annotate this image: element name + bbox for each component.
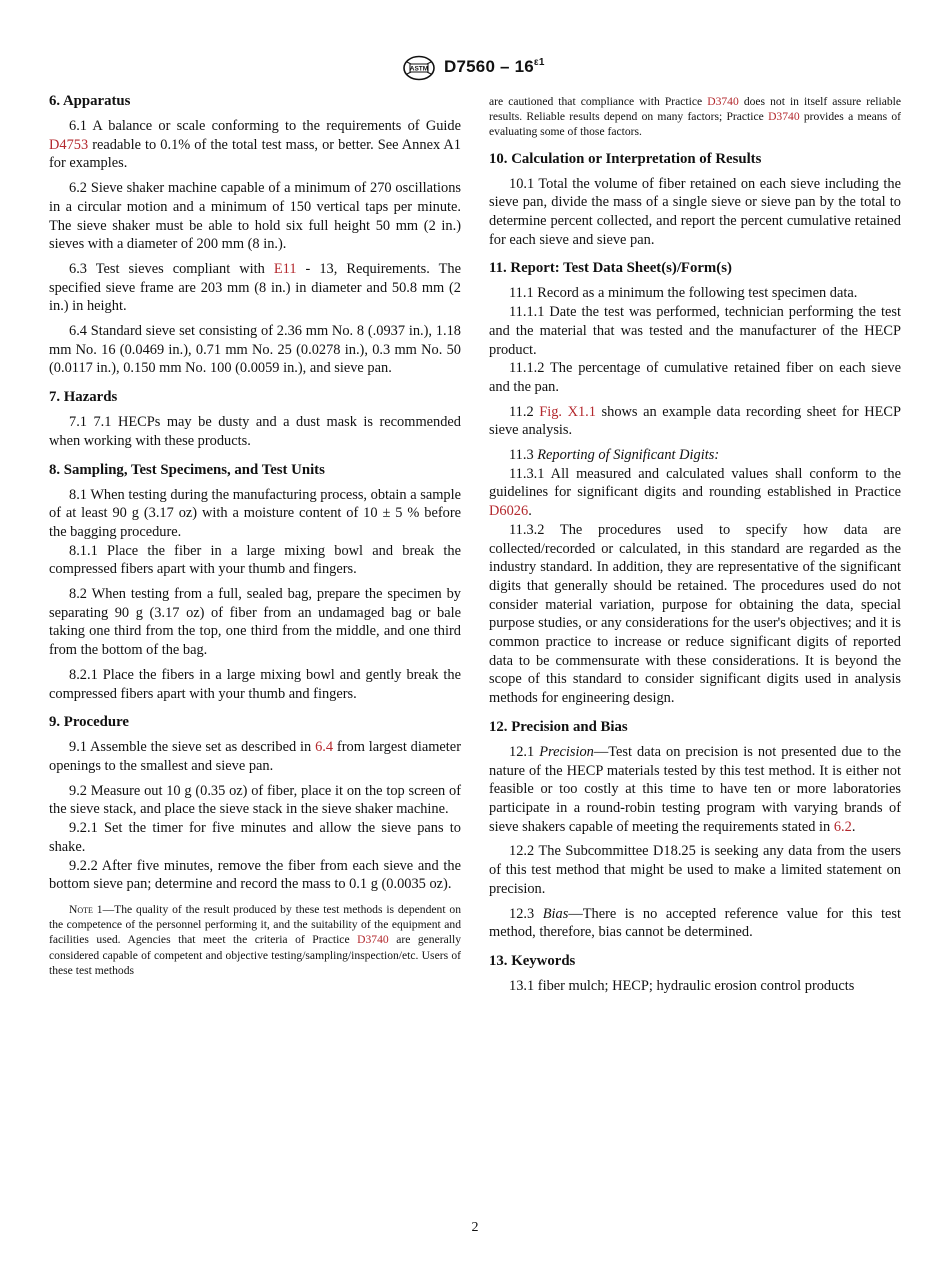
- para-9-2: 9.2 Measure out 10 g (0.35 oz) of fiber, place it on the top screen of the sieve stack, and place the sieve stack in the sieve shaker machine.: [49, 782, 461, 818]
- section-9-heading: 9. Procedure: [49, 714, 129, 731]
- para-12-2: 12.2 The Subcommittee D18.25 is seeking any data from the users of this test method that might be used to make a limited statement on precision.: [489, 843, 901, 897]
- document-number: $D7560 - 16^{\varepsilon 1}$: [444, 57, 545, 76]
- para-10-1: 10.1 Total the volume of fiber retained on each sieve including the sieve pan, divide the mass of a single sieve or sieve pan by the total to determine percent collected, and report the percent cumulative retained for each sieve and sieve pan.: [489, 175, 901, 248]
- para-8-2: 8.2 When testing from a full, sealed bag, prepare the specimen by separating 90 g (3.17 oz) of fiber from an undamaged bag or bale taking one third from the top, one third from the middle, and one third from the bottom of the bag.: [49, 586, 461, 659]
- note-1-continued: are cautioned that compliance with Practice D3740 does not in itself assure reliable results. Reliable results depend on many factors; Practice D3740 provides a means of evaluating some of those factors.: [489, 95, 902, 139]
- section-13-heading: 13. Keywords: [489, 952, 576, 969]
- para-8-1: 8.1 When testing during the manufacturing process, obtain a sample of at least 90 g (3.17 oz) with a moisture content of 10 ± 5 % before the bagging procedure.: [49, 486, 461, 540]
- ref-link-d6026[interactable]: D6026: [489, 503, 529, 520]
- para-11-3-2: 11.3.2 The procedures used to specify how data are collected/recorded or calculated, in this standard are regarded as the industry standard. In addition, they are representative of the significant digits that generally should be retained. The procedures used do not consider material variation, purpose for obtaining the data, special purpose studies, or any considerations for the user's objectives; and it is common practice to increase or reduce significant digits of reported data to be commensurate with these considerations. It is beyond the scope of this standard to consider significant digits used in analysis methods for engineering design.: [489, 521, 901, 707]
- para-8-1-1: 8.1.1 Place the fiber in a large mixing bowl and break the compressed fibers apart with your thumb and fingers.: [49, 542, 461, 578]
- section-10-heading: 10. Calculation or Interpretation of Results: [489, 150, 762, 167]
- ref-link-d3740[interactable]: D3740: [357, 933, 389, 947]
- para-11-3-1: 11.3.1 All measured and calculated values shall conform to the guidelines for significant digits and rounding established in Practice D6026.: [489, 465, 901, 520]
- para-6-3: 6.3 Test sieves compliant with E11 - 13, Requirements. The specified sieve frame are 203 mm (8 in.) in diameter and 50.8 mm (2 in.) in height.: [49, 260, 462, 315]
- para-11-1-2: 11.1.2 The percentage of cumulative retained fiber on each sieve and the pan.: [489, 360, 901, 395]
- section-8-heading: 8. Sampling, Test Specimens, and Test Units: [49, 461, 325, 478]
- para-6-4: 6.4 Standard sieve set consisting of 2.36 mm No. 8 (.0937 in.), 1.18 mm No. 16 (0.0469 in.), 0.71 mm No. 25 (0.0278 in.), 0.3 mm No. 50 (0.0117 in.), 0.150 mm No. 100 (0.0059 in.), and sieve pan.: [49, 323, 461, 377]
- right-column: [489, 92, 901, 996]
- section-12-heading: 12. Precision and Bias: [489, 718, 628, 735]
- page-number: 2: [471, 1220, 479, 1235]
- left-column: [49, 92, 461, 978]
- para-8-2-1: 8.2.1 Place the fibers in a large mixing bowl and gently break the compressed fibers apart with your thumb and fingers.: [49, 666, 461, 702]
- section-11-heading: 11. Report: Test Data Sheet(s)/Form(s): [489, 260, 732, 277]
- ref-link-e11[interactable]: E11: [273, 260, 297, 277]
- para-9-2-2: 9.2.2 After five minutes, remove the fiber from each sieve and the bottom sieve pan; determine and record the mass to 0.1 g (0.0035 oz).: [49, 857, 461, 893]
- section-7-heading: 7. Hazards: [49, 389, 118, 406]
- ref-link-6-4[interactable]: 6.4: [315, 739, 334, 756]
- para-6-2: 6.2 Sieve shaker machine capable of a minimum of 270 oscillations in a circular motion and a minimum of 150 vertical taps per minute. The sieve shaker must be able to hold six full height 50 mm (2 in.) sieves with a diameter of 200 mm (8 in.).: [49, 180, 461, 253]
- ref-link-6-2[interactable]: 6.2: [833, 818, 852, 835]
- note-1: Note 1—The quality of the result produced by these test methods is dependent on the competence of the personnel performing it, and the suitability of the equipment and facilities used. Agencies that meet the criteria of Practice D3740 are generally considered capable of competent and objective testing/sampling/inspection/etc. Users of these test methods: [49, 902, 461, 977]
- para-9-1: 9.1 Assemble the sieve set as described in 6.4 from largest diameter openings to the smallest and sieve pan.: [49, 739, 461, 774]
- ref-link-d4753[interactable]: D4753: [49, 136, 89, 153]
- page-header: [0, 55, 950, 81]
- para-12-1: 12.1 Precision—Test data on precision is not presented due to the nature of the HECP materials tested by this test method. It is either not feasible or too costly at this time to have ten or more laboratories participate in a round-robin testing program with varying brands of sieve shakers capable of meeting the requirements stated in 6.2.: [489, 743, 902, 835]
- ref-link-d3740[interactable]: D3740: [707, 95, 739, 108]
- edition-superscript: ε1: [533, 57, 545, 68]
- para-9-2-1: 9.2.1 Set the timer for five minutes and allow the sieve pans to shake.: [49, 820, 461, 855]
- para-11-1-1: 11.1.1 Date the test was performed, technician performing the test and the material that was tested and the manufacturer of the HECP product.: [489, 304, 901, 358]
- para-12-3: 12.3 Bias—There is no accepted reference value for this test method, therefore, bias cannot be determined.: [489, 905, 902, 941]
- para-6-1: 6.1 A balance or scale conforming to the requirements of Guide D4753 readable to 0.1% of the total test mass, or better. See Annex A1 for examples.: [49, 118, 461, 172]
- section-6-heading: 6. Apparatus: [49, 93, 131, 109]
- para-11-1: 11.1 Record as a minimum the following test specimen data.: [509, 285, 858, 302]
- astm-logo-icon: [402, 55, 436, 81]
- ref-link-fig-x1-1[interactable]: Fig. X1.1: [539, 403, 596, 420]
- para-11-3: 11.3 Reporting of Significant Digits:: [509, 447, 720, 464]
- para-7-1: 7.1 7.1 HECPs may be dusty and a dust mask is recommended when working with these products.: [49, 414, 461, 449]
- ref-link-d3740[interactable]: D3740: [768, 110, 800, 124]
- para-11-2: 11.2 Fig. X1.1 shows an example data recording sheet for HECP sieve analysis.: [489, 403, 901, 439]
- svg-text:ASTM: ASTM: [409, 65, 429, 73]
- para-13-1: 13.1 fiber mulch; HECP; hydraulic erosion control products: [509, 977, 855, 994]
